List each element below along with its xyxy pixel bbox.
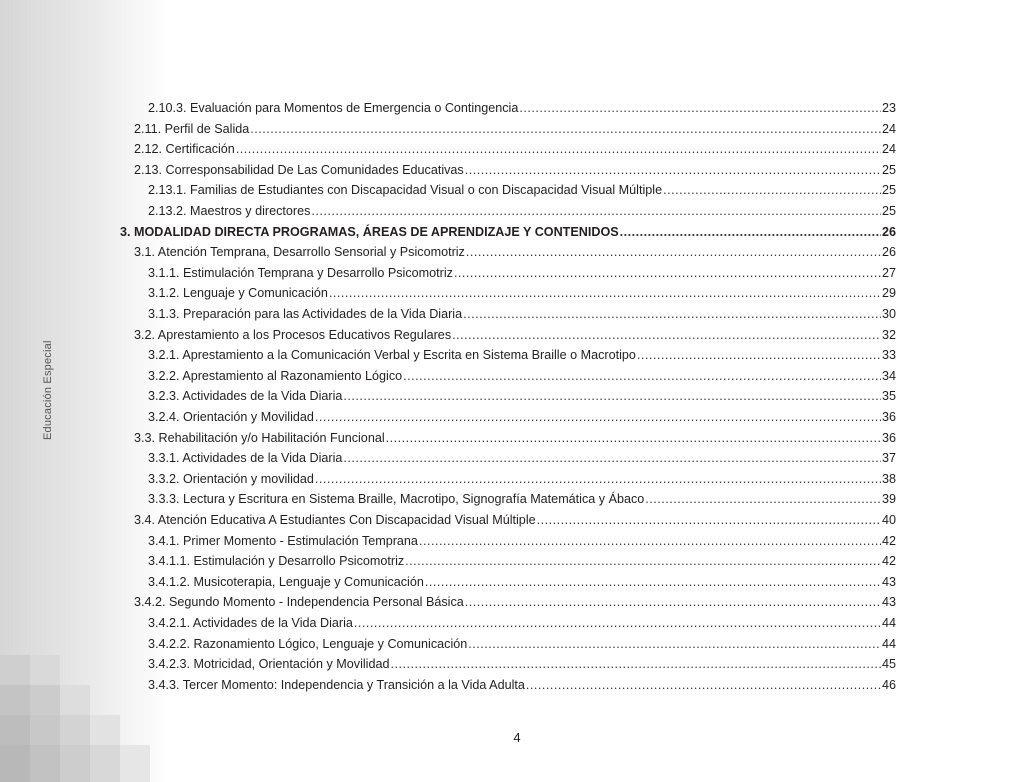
toc-entry-title: 3.2. Aprestamiento a los Procesos Educativos Regulares <box>134 327 452 342</box>
toc-dot-leader <box>419 531 881 551</box>
toc-entry-title: 3.2.2. Aprestamiento al Razonamiento Lógico <box>148 368 403 383</box>
toc-entry-title: 2.12. Certificación <box>134 142 235 157</box>
toc-entry-title: 3.1. Atención Temprana, Desarrollo Sensorial y Psicomotriz <box>134 245 465 260</box>
toc-dot-leader <box>663 180 881 200</box>
toc-entry[interactable] <box>148 407 896 427</box>
toc-entry-page: 24 <box>881 142 896 157</box>
toc-entry-page: 25 <box>881 183 896 198</box>
toc-entry[interactable] <box>148 283 896 303</box>
toc-entry-page: 25 <box>881 204 896 218</box>
toc-dot-leader <box>637 345 881 365</box>
toc-entry[interactable] <box>148 263 896 283</box>
toc-entry[interactable] <box>148 489 896 509</box>
toc-entry[interactable] <box>148 180 896 200</box>
toc-entry[interactable] <box>148 613 896 633</box>
toc-entry-title: 3.3.2. Orientación y movilidad <box>148 471 314 486</box>
toc-entry-page: 29 <box>881 286 896 301</box>
toc-dot-leader <box>403 366 881 386</box>
toc-dot-leader <box>391 654 881 674</box>
toc-entry-page: 44 <box>881 616 896 630</box>
toc-entry-title: 3.1.3. Preparación para las Actividades de la Vida Diaria <box>148 307 463 321</box>
toc-entry-title: 3.1.2. Lenguaje y Comunicación <box>148 286 328 301</box>
toc-entry-title: 2.13.2. Maestros y directores <box>148 204 311 218</box>
toc-entry-title: 2.13. Corresponsabilidad De Las Comunidades Educativas <box>134 162 464 177</box>
toc-dot-leader <box>386 428 881 448</box>
toc-entry-page: 38 <box>881 471 896 486</box>
toc-entry[interactable] <box>120 222 896 242</box>
toc-entry[interactable] <box>134 510 896 530</box>
toc-entry-page: 46 <box>881 677 896 692</box>
toc-entry[interactable] <box>148 469 896 489</box>
toc-entry-title: 3.4.1.1. Estimulación y Desarrollo Psicomotriz <box>148 554 405 569</box>
toc-entry-page: 43 <box>881 595 896 610</box>
side-running-title: Educación Especial <box>42 340 54 440</box>
toc-dot-leader <box>537 510 881 530</box>
toc-entry-page: 27 <box>881 265 896 280</box>
toc-entry-page: 25 <box>881 162 896 177</box>
toc-entry-title: 3.3. Rehabilitación y/o Habilitación Funcional <box>134 430 385 445</box>
toc-entry-title: 3.4.2.2. Razonamiento Lógico, Lenguaje y Comunicación <box>148 636 468 651</box>
toc-entry-page: 42 <box>881 554 896 569</box>
toc-dot-leader <box>315 407 881 427</box>
toc-entry-page: 42 <box>881 533 896 548</box>
toc-entry-title: 3.4.1. Primer Momento - Estimulación Temprana <box>148 533 418 548</box>
toc-entry-title: 3. MODALIDAD DIRECTA PROGRAMAS, ÁREAS DE APRENDIZAJE Y CONTENIDOS <box>120 224 619 239</box>
toc-entry[interactable] <box>148 551 896 571</box>
page-number: 4 <box>513 730 521 745</box>
toc-entry[interactable] <box>148 386 896 406</box>
toc-dot-leader <box>452 325 881 345</box>
toc-entry-title: 3.1.1. Estimulación Temprana y Desarrollo Psicomotriz <box>148 265 453 280</box>
toc-entry-page: 32 <box>881 327 896 342</box>
toc-dot-leader <box>343 386 881 406</box>
toc-entry-page: 40 <box>881 513 896 527</box>
toc-entry[interactable] <box>148 345 896 365</box>
toc-entry-page: 44 <box>881 636 896 651</box>
toc-dot-leader <box>645 489 881 509</box>
toc-entry[interactable] <box>148 634 896 654</box>
toc-entry-page: 36 <box>881 410 896 424</box>
toc-entry-page: 26 <box>881 245 896 260</box>
toc-entry[interactable] <box>148 675 896 695</box>
toc-entry-title: 3.4.3. Tercer Momento: Independencia y Transición a la Vida Adulta <box>148 677 525 692</box>
toc-dot-leader <box>519 98 881 118</box>
toc-entry[interactable] <box>134 139 896 159</box>
toc-dot-leader <box>329 283 881 303</box>
toc-entry[interactable] <box>148 531 896 551</box>
toc-entry-title: 3.2.1. Aprestamiento a la Comunicación Verbal y Escrita en Sistema Braille o Macrotipo <box>148 348 636 363</box>
toc-entry-title: 2.11. Perfil de Salida <box>134 121 250 136</box>
toc-dot-leader <box>354 613 881 633</box>
toc-entry-page: 36 <box>881 430 896 445</box>
toc-entry-title: 3.3.1. Actividades de la Vida Diaria <box>148 451 343 466</box>
toc-entry[interactable] <box>134 242 896 262</box>
toc-dot-leader <box>465 592 881 612</box>
toc-entry-page: 30 <box>881 307 896 321</box>
toc-entry[interactable] <box>148 448 896 468</box>
toc-entry-page: 37 <box>881 451 896 466</box>
toc-entry-page: 45 <box>881 657 896 672</box>
toc-entry[interactable] <box>148 201 896 221</box>
toc-dot-leader <box>405 551 881 571</box>
toc-entry[interactable] <box>134 160 896 180</box>
toc-entry[interactable] <box>134 428 896 448</box>
toc-dot-leader <box>465 160 881 180</box>
toc-entry-page: 39 <box>881 492 896 507</box>
toc-entry[interactable] <box>134 325 896 345</box>
toc-dot-leader <box>454 263 881 283</box>
toc-entry-title: 3.4.2. Segundo Momento - Independencia Personal Básica <box>134 595 464 610</box>
toc-dot-leader <box>343 448 881 468</box>
toc-entry-title: 2.13.1. Familias de Estudiantes con Discapacidad Visual o con Discapacidad Visual Múltiple <box>148 183 663 198</box>
toc-entry-page: 34 <box>881 368 896 383</box>
toc-dot-leader <box>620 222 881 242</box>
left-decorative-band <box>0 0 170 782</box>
toc-dot-leader <box>466 242 881 262</box>
toc-entry[interactable] <box>148 98 896 118</box>
toc-dot-leader <box>250 119 881 139</box>
toc-dot-leader <box>463 304 881 324</box>
toc-entry-page: 24 <box>881 121 896 136</box>
toc-entry-page: 33 <box>881 348 896 363</box>
toc-entry[interactable] <box>134 592 896 612</box>
toc-entry-title: 3.2.4. Orientación y Movilidad <box>148 410 314 424</box>
toc-entry-title: 3.4.2.3. Motricidad, Orientación y Movilidad <box>148 657 390 672</box>
toc-entry[interactable] <box>148 654 896 674</box>
toc-dot-leader <box>526 675 881 695</box>
toc-entry-title: 3.3.3. Lectura y Escritura en Sistema Braille, Macrotipo, Signografía Matemática y Ábaco <box>148 492 645 507</box>
toc-entry[interactable] <box>134 119 896 139</box>
toc-dot-leader <box>311 201 881 221</box>
toc-entry-page: 35 <box>881 389 896 404</box>
toc-dot-leader <box>236 139 881 159</box>
toc-entry[interactable] <box>148 366 896 386</box>
toc-entry-title: 2.10.3. Evaluación para Momentos de Emergencia o Contingencia <box>148 101 519 115</box>
toc-entry-title: 3.4. Atención Educativa A Estudiantes Con Discapacidad Visual Múltiple <box>134 513 536 527</box>
toc-entry[interactable] <box>148 304 896 324</box>
toc-entry-title: 3.4.1.2. Musicoterapia, Lenguaje y Comunicación <box>148 574 424 589</box>
toc-dot-leader <box>468 634 881 654</box>
toc-dot-leader <box>315 469 881 489</box>
toc-entry-title: 3.4.2.1. Actividades de la Vida Diaria <box>148 616 353 630</box>
toc-entry[interactable] <box>148 572 896 592</box>
toc-entry-title: 3.2.3. Actividades de la Vida Diaria <box>148 389 343 404</box>
toc-entry-page: 23 <box>881 101 896 115</box>
toc-dot-leader <box>425 572 881 592</box>
toc-entry-page: 26 <box>881 224 896 239</box>
toc-entry-page: 43 <box>881 574 896 589</box>
